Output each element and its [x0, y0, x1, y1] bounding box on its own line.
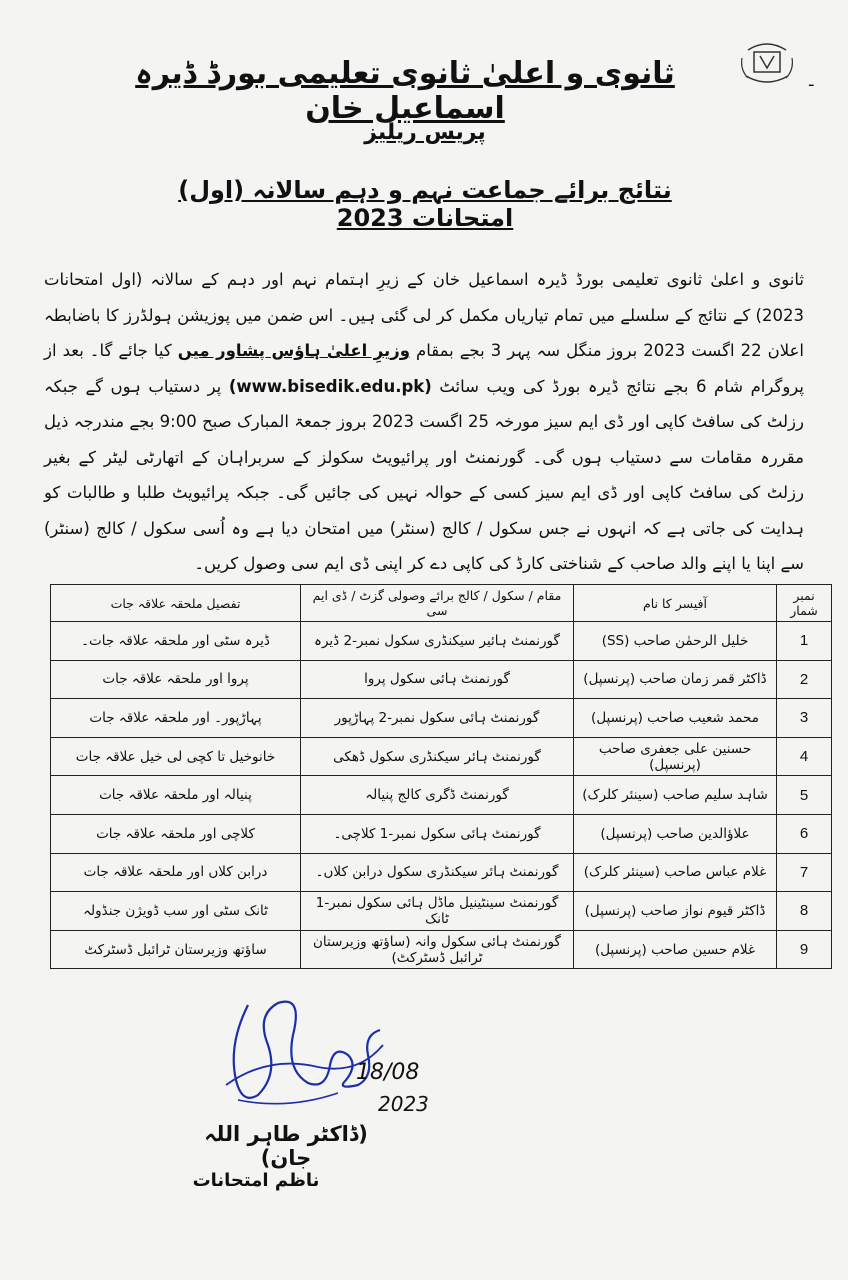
officer-name: علاؤالدین صاحب (پرنسپل): [574, 814, 777, 853]
header-place: مقام / سکول / کالج برائے وصولی گزٹ / ڈی ایم سی: [301, 585, 574, 622]
table-row: [51, 776, 832, 815]
header-serial: نمبر شمار: [777, 585, 832, 622]
area-details: درابن کلاں اور ملحقہ علاقہ جات: [51, 853, 301, 892]
officer-name: غلام عباس صاحب (سینئر کلرک): [574, 853, 777, 892]
collection-place: گورنمنٹ ہائی سکول وانہ (ساؤتھ وزیرستان ٹرائبل ڈسٹرکٹ): [301, 930, 574, 969]
area-details: پہاڑپور۔ اور ملحقہ علاقہ جات: [51, 699, 301, 738]
collection-place: گورنمنٹ ہائی سکول نمبر-2 پہاڑپور: [301, 699, 574, 738]
table-row: [51, 930, 832, 969]
results-title-heading: نتائج برائے جماعت نہم و دہم سالانہ (اول) امتحانات 2023: [178, 176, 672, 232]
header-dash: -: [808, 74, 815, 95]
handwritten-signature: [208, 985, 458, 1130]
table-row: [51, 660, 832, 699]
paragraph-part-3: پر دستیاب ہوں گے جبکہ رزلٹ کی سافٹ کاپی اور ڈی ایم سیز مورخہ 25 اگست 2023 بروز جمعۃ المبارک صبح 9:00 بجے مندرجہ ذیل مقررہ مقامات سے دستیاب ہوں گی۔ گورنمنٹ اور پرائیویٹ سکولز کے سربراہان کے اتھارٹی لیٹر کے بغیر رزلٹ کی سافٹ کاپی اور ڈی ایم سیز کسی کے حوالہ نہیں کی جائیں گی۔ جبکہ پرائیویٹ طلبا و طالبات کو ہدایت کی جاتی ہے کہ انہوں نے جس سکول / کالج (سنٹر) میں امتحان دیا ہے وہ اُسی سکول / کالج (سنٹر) سے اپنا یا اپنے والد صاحب کے شناختی کارڈ کی کاپی دے کر اپنی ڈی ایم سی وصول کریں۔: [44, 376, 804, 573]
signature-date-day-month: 18/08: [356, 1060, 420, 1085]
area-details: پنیالہ اور ملحقہ علاقہ جات: [51, 776, 301, 815]
table-row: [51, 814, 832, 853]
board-logo-icon: [738, 40, 796, 88]
area-details: ڈیرہ سٹی اور ملحقہ علاقہ جات۔: [51, 622, 301, 661]
row-number: 1: [777, 622, 832, 661]
collection-place: گورنمنٹ سینٹینیل ماڈل ہائی سکول نمبر-1 ٹانک: [301, 892, 574, 931]
collection-place: گورنمنٹ ہائر سیکنڈری سکول ڈھکی: [301, 737, 574, 776]
venue-text: وزیرِ اعلیٰ ہاؤس پشاور میں: [177, 341, 411, 360]
officer-name: خلیل الرحمٰن صاحب (SS): [574, 622, 777, 661]
signatory-title: ناظم امتحانات: [192, 1170, 320, 1191]
area-details: ساؤتھ وزیرستان ٹرائبل ڈسٹرکٹ: [51, 930, 301, 969]
announcement-paragraph: [44, 262, 804, 582]
collection-place: گورنمنٹ ہائر سیکنڈری سکول درابن کلاں۔: [301, 853, 574, 892]
row-number: 4: [777, 737, 832, 776]
row-number: 9: [777, 930, 832, 969]
table-header-row: [51, 585, 832, 622]
signature-date-year: 2023: [378, 1092, 429, 1116]
header-officer: آفیسر کا نام: [574, 585, 777, 622]
officer-name: ڈاکٹر قمر زمان صاحب (پرنسپل): [574, 660, 777, 699]
distribution-table: [50, 584, 832, 969]
row-number: 2: [777, 660, 832, 699]
officer-name: محمد شعیب صاحب (پرنسپل): [574, 699, 777, 738]
row-number: 8: [777, 892, 832, 931]
row-number: 6: [777, 814, 832, 853]
table-row: [51, 622, 832, 661]
collection-place: گورنمنٹ ہائی سکول پروا: [301, 660, 574, 699]
website-link[interactable]: (www.bisedik.edu.pk): [228, 376, 432, 396]
area-details: ٹانک سٹی اور سب ڈویژن جنڈولہ: [51, 892, 301, 931]
table-row: [51, 737, 832, 776]
board-name-heading: ثانوی و اعلیٰ ثانوی تعلیمی بورڈ ڈیرہ اسماعیل خان: [135, 56, 675, 126]
officer-name: ڈاکٹر قیوم نواز صاحب (پرنسپل): [574, 892, 777, 931]
row-number: 5: [777, 776, 832, 815]
collection-place: گورنمنٹ ڈگری کالج پنیالہ: [301, 776, 574, 815]
area-details: خانوخیل تا کچی لی خیل علاقہ جات: [51, 737, 301, 776]
collection-place: گورنمنٹ ہائیر سیکنڈری سکول نمبر-2 ڈیرہ: [301, 622, 574, 661]
officer-name: حسنین علی جعفری صاحب (پرنسپل): [574, 737, 777, 776]
table-row: [51, 699, 832, 738]
area-details: پروا اور ملحقہ علاقہ جات: [51, 660, 301, 699]
paragraph-part-1: ثانوی و اعلیٰ ثانوی تعلیمی بورڈ ڈیرہ اسماعیل خان کے زیرِ اہتمام نہم اور دہم کے سالانہ (اول امتحانات 2023) کے نتائج کے سلسلے میں تمام تیاریاں مکمل کر لی گئی ہیں۔ اس ضمن میں پوزیشن ہولڈرز کا باضابطہ اعلان 22 اگست 2023 بروز منگل سہ پہر 3 بجے بمقام: [44, 270, 805, 360]
press-release-heading: پریس ریلیز: [364, 120, 486, 145]
officer-name: غلام حسین صاحب (پرنسپل): [574, 930, 777, 969]
collection-place: گورنمنٹ ہائی سکول نمبر-1 کلاچی۔: [301, 814, 574, 853]
officer-name: شاہد سلیم صاحب (سینئر کلرک): [574, 776, 777, 815]
table-row: [51, 853, 832, 892]
row-number: 3: [777, 699, 832, 738]
paragraph-part-2: کیا جائے گا۔ بعد از پروگرام شام 6 بجے نتائج ڈیرہ بورڈ کی ویب سائٹ: [44, 341, 804, 396]
area-details: کلاچی اور ملحقہ علاقہ جات: [51, 814, 301, 853]
header-area: تفصیل ملحقہ علاقہ جات: [51, 585, 301, 622]
row-number: 7: [777, 853, 832, 892]
signatory-name: (ڈاکٹر طاہر اللہ جان): [204, 1122, 368, 1170]
table-row: [51, 892, 832, 931]
